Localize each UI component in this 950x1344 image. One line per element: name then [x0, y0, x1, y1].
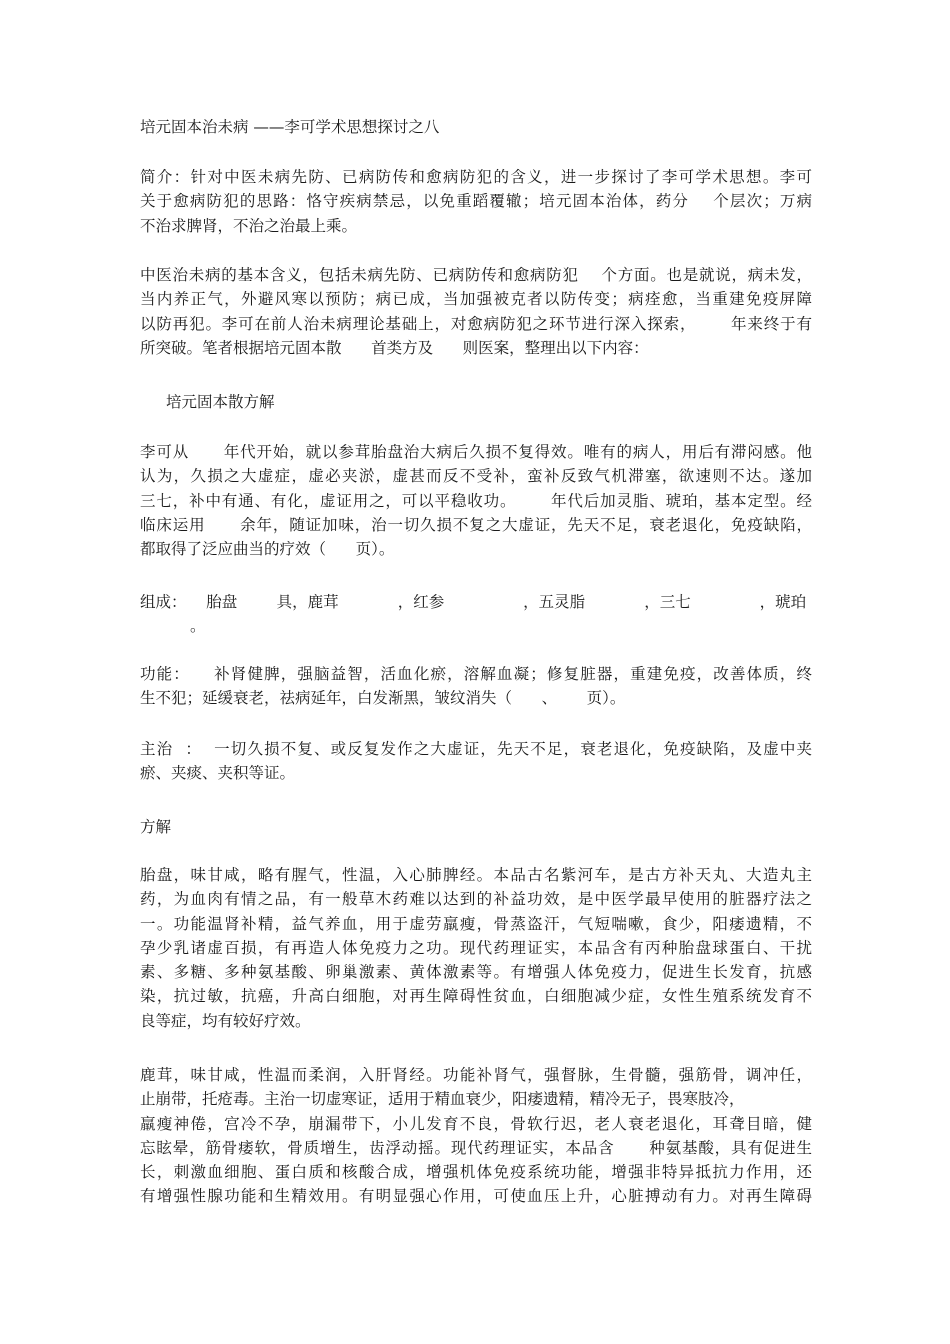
paragraph-line: 主治 ： 一切久损不复、或反复发作之大虚证，先天不足，衰老退化，免疫缺陷，及虚中夹	[140, 740, 812, 758]
paragraph-line: 药，为血肉有情之品，有一般草木药难以达到的补益功效，是中医学最早使用的脏器疗法之	[140, 890, 812, 909]
abstract-paragraph	[140, 165, 812, 238]
paragraph-line: 以防再犯。李可在前人治未病理论基础上，对愈病防犯之环节进行深入探索， 年来终于有	[140, 314, 812, 333]
paragraph-line: 良等症，均有较好疗效。	[140, 1011, 311, 1030]
paragraph-line: 简介：针对中医未病先防、已病防传和愈病防犯的含义，进一步探讨了李可学术思想。李可	[140, 168, 812, 186]
paragraph-line: 。	[190, 617, 206, 636]
paragraph-line: 关于愈病防犯的思路：恪守疾病禁忌，以免重蹈覆辙；培元固本治体，药分 个层次；万病	[140, 192, 812, 211]
paragraph-line: 止崩带，托疮毒。主治一切虚寒证，适用于精血衰少，阳痿遗精，精冷无子，畏寒肢冷，	[140, 1090, 745, 1109]
composition-paragraph	[140, 590, 812, 639]
paragraph-line: 李可从 年代开始，就以参茸胎盘治大病后久损不复得效。唯有的病人，用后有滞闷感。他	[140, 443, 812, 461]
paragraph-line: 三七，补中有通、有化，虚证用之，可以平稳收功。 年代后加灵脂、琥珀，基本定型。经	[140, 491, 812, 510]
section-heading-explanation	[140, 815, 812, 839]
paragraph-line: 当内养正气，外避风寒以预防；病已成，当加强被克者以防传变；病痊愈，当重建免疫屏障	[140, 290, 812, 309]
heading-text: 培元固本散方解	[166, 393, 275, 411]
paragraph-line: 染，抗过敏，抗癌，升高白细胞，对再生障碍性贫血，白细胞减少症，女性生殖系统发育不	[140, 987, 812, 1006]
paragraph-line: 临床运用 余年，随证加味，治一切久损不复之大虚证，先天不足，衰老退化，免疫缺陷，	[140, 515, 812, 534]
document-title	[140, 115, 812, 139]
paragraph-line: 孕少乳诸虚百损，有再造人体免疫力之功。现代药理证实，本品含有丙种胎盘球蛋白、干扰	[140, 938, 812, 957]
paragraph-line: 所突破。笔者根据培元固本散 首类方及 则医案，整理出以下内容：	[140, 338, 649, 357]
paragraph-line: 素、多糖、多种氨基酸、卵巢激素、黄体激素等。有增强人体免疫力，促进生长发育，抗感	[140, 963, 812, 982]
placenta-paragraph	[140, 863, 812, 1033]
paragraph-line: 胎盘，味甘咸，略有腥气，性温，入心肺脾经。本品古名紫河车，是古方补天丸、大造丸主	[140, 866, 812, 884]
paragraph-line: 鹿茸，味甘咸，性温而柔润，入肝肾经。功能补肾气，强督脉，生骨髓，强筋骨，调冲任，	[140, 1066, 812, 1084]
indication-paragraph	[140, 737, 812, 786]
paragraph-line: 功能： 补肾健脾，强脑益智，活血化瘀，溶解血凝；修复脏器，重建免疫，改善体质，终	[140, 665, 812, 683]
section-heading-formula	[140, 390, 812, 414]
antler-paragraph	[140, 1063, 812, 1209]
function-paragraph	[140, 662, 812, 711]
paragraph-line: 中医治未病的基本含义，包括未病先防、已病防传和愈病防犯 个方面。也是就说，病未发，	[140, 266, 812, 284]
paragraph-line: 都取得了泛应曲当的疗效（ 页）。	[140, 540, 395, 559]
paragraph-line: 有增强性腺功能和生精效用。有明显强心作用，可使血压上升，心脏搏动有力。对再生障碍	[140, 1187, 812, 1206]
paragraph-line: 认为，久损之大虚症，虚必夹淤，虚甚而反不受补，蛮补反致气机滞塞，欲速则不达。遂加	[140, 467, 812, 486]
heading-text: 方解	[140, 818, 172, 836]
paragraph-line: 瘀、夹痰、夹积等证。	[140, 764, 296, 783]
intro-paragraph	[140, 263, 812, 360]
title-text: 培元固本治未病 ——李可学术思想探讨之八	[140, 118, 440, 136]
paragraph-line: 一。功能温肾补精，益气养血，用于虚劳羸瘦，骨蒸盗汗，气短喘嗽，食少，阳痿遗精，不	[140, 914, 812, 933]
paragraph-line: 羸瘦神倦，宫冷不孕，崩漏带下，小儿发育不良，骨软行迟，老人衰老退化，耳聋目暗，健	[140, 1114, 812, 1133]
paragraph-line: 不治求脾肾，不治之治最上乘。	[140, 216, 358, 235]
paragraph-line: 长，刺激血细胞、蛋白质和核酸合成，增强机体免疫系统功能，增强非特异抵抗力作用，还	[140, 1163, 812, 1182]
paragraph-line: 忘眩晕，筋骨痿软，骨质增生，齿浮动摇。现代药理证实，本品含 种氨基酸，具有促进生	[140, 1138, 812, 1157]
history-paragraph	[140, 440, 812, 561]
paragraph-line: 组成： 胎盘 具，鹿茸 ，红参 ，五灵脂 ，三七 ，琥珀	[140, 593, 807, 611]
paragraph-line: 生不犯；延缓衰老，祛病延年，白发渐黑，皱纹消失（ 、 页）。	[140, 689, 626, 708]
